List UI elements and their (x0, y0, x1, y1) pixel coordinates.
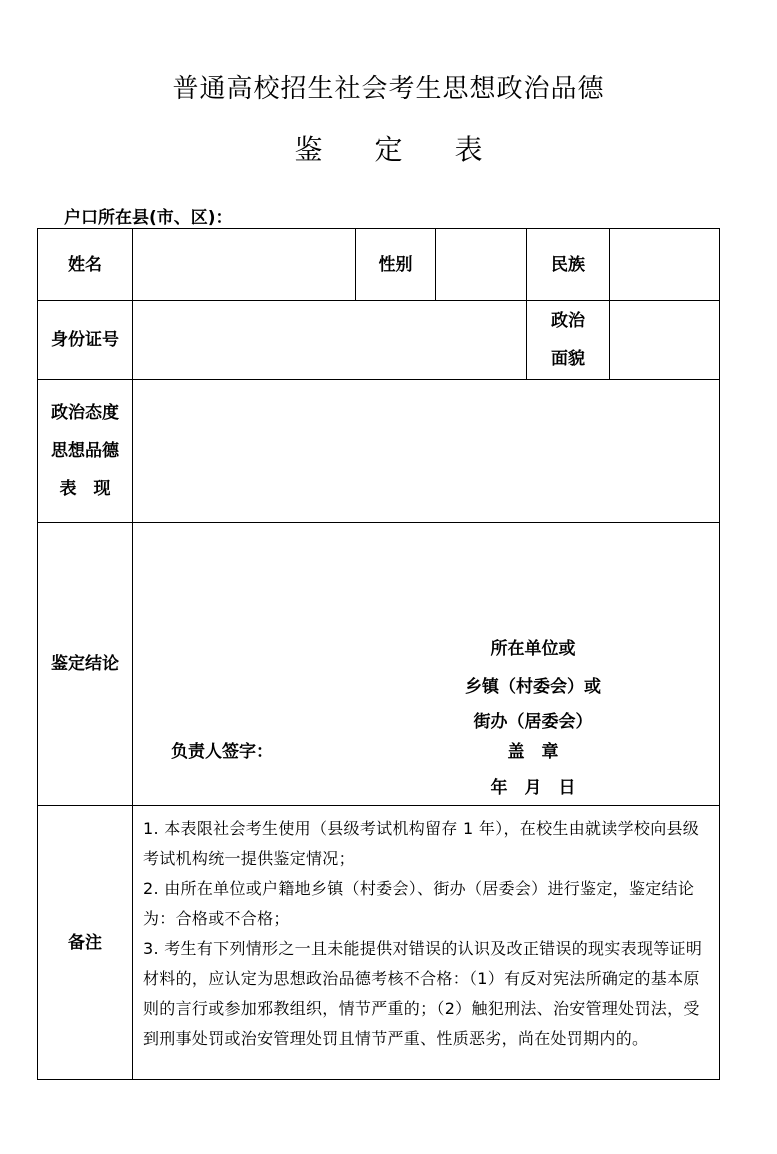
signer-label: 负责人签字： (171, 741, 273, 762)
row-attitude (38, 380, 720, 523)
political-status-label-line2: 面貌 (551, 349, 585, 369)
political-status-label (527, 301, 610, 380)
attitude-label (38, 380, 133, 523)
form-subtitle: 鉴定表 (294, 133, 535, 166)
row-conclusion (38, 523, 720, 806)
unit-line2: 乡镇（村委会）或 (465, 676, 601, 697)
note-item: 1. 本表限社会考生使用（县级考试机构留存 1 年），在校生由就读学校向县级考试机构统一提供鉴定情况； (143, 819, 700, 868)
form-title: 普通高校招生社会考生思想政治品德 (172, 74, 605, 104)
date-label: 年 月 日 (490, 777, 576, 798)
political-status-field[interactable] (610, 301, 720, 380)
seal-label: 盖 章 (507, 741, 559, 762)
attitude-label-line3: 表 现 (59, 479, 111, 499)
conclusion-field[interactable] (133, 523, 720, 806)
gender-field[interactable] (436, 229, 527, 301)
hukou-label: 户口所在县(市、区)： (64, 208, 233, 228)
ethnicity-field[interactable] (610, 229, 720, 301)
attitude-field[interactable] (133, 380, 720, 523)
name-field[interactable] (133, 229, 356, 301)
name-label: 姓名 (38, 229, 133, 301)
notes-label: 备注 (38, 806, 133, 1080)
id-number-field[interactable] (133, 301, 527, 380)
row-notes (38, 806, 720, 1080)
attitude-label-line2: 思想品德 (51, 441, 119, 461)
note-item: 2. 由所在单位或户籍地乡镇（村委会）、街办（居委会）进行鉴定，鉴定结论为：合格或不合格； (143, 879, 695, 928)
note-item: 3. 考生有下列情形之一且未能提供对错误的认识及改正错误的现实表现等证明材料的，应认定为思想政治品德考核不合格：（1）有反对宪法所确定的基本原则的言行或参加邪教组织，情节严重的；（2）触犯刑法、治安管理处罚法，受到刑事处罚或治安管理处罚且情节严重、性质恶劣，尚在处罚期内的。 (143, 939, 703, 1048)
unit-line3: 街办（居委会） (473, 711, 593, 732)
gender-label: 性别 (356, 229, 436, 301)
notes-content (133, 806, 720, 1080)
row-id (38, 301, 720, 380)
row-basic-info (38, 229, 720, 301)
appraisal-form-table (37, 228, 720, 1080)
conclusion-label: 鉴定结论 (38, 523, 133, 806)
attitude-label-line1: 政治态度 (51, 403, 119, 423)
ethnicity-label: 民族 (527, 229, 610, 301)
unit-line1: 所在单位或 (490, 638, 576, 659)
political-status-label-line1: 政治 (551, 311, 585, 331)
id-label: 身份证号 (38, 301, 133, 380)
